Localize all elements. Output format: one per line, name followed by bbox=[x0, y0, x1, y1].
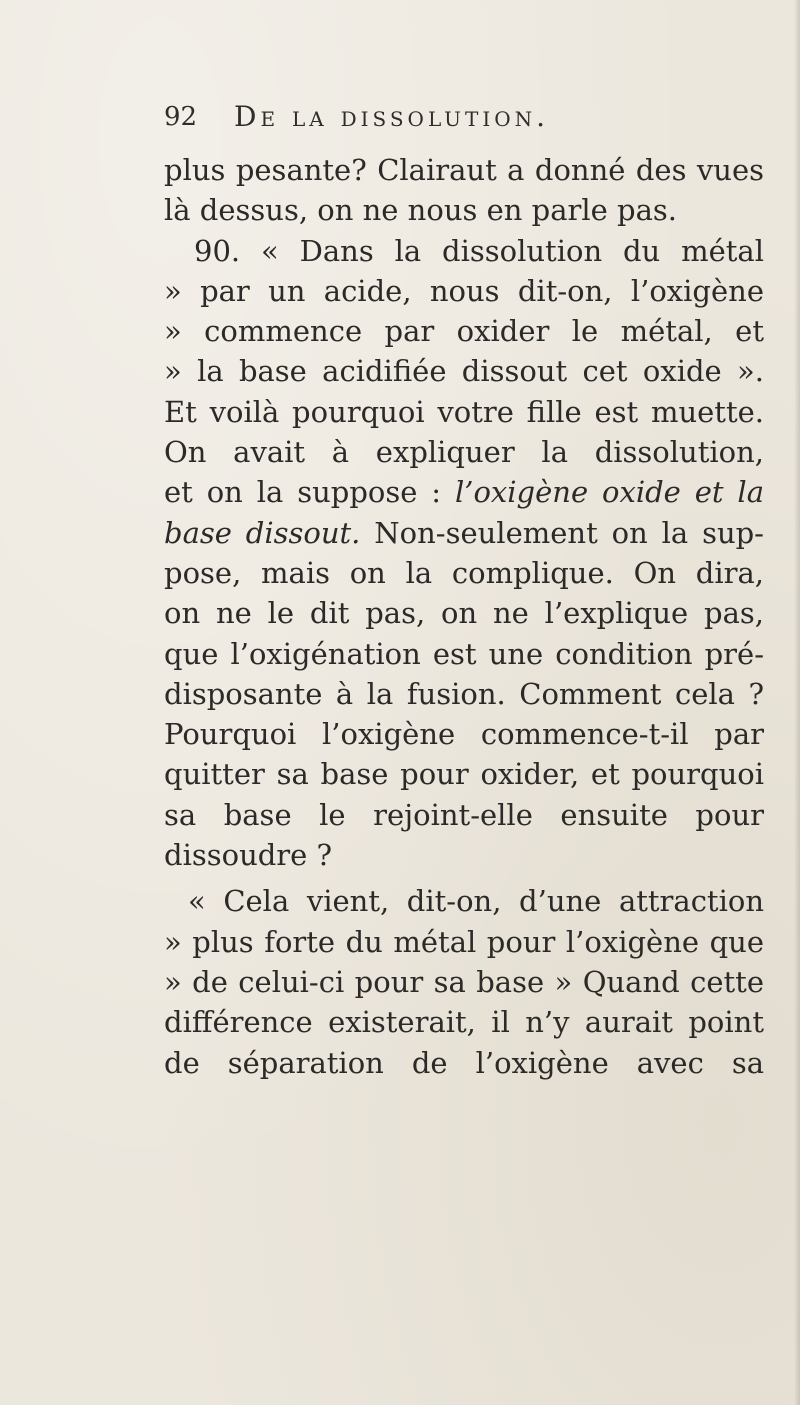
text-line: pose, mais on la complique. On dira, bbox=[164, 555, 764, 590]
text-line: Et voilà pourquoi votre fille est muette. bbox=[164, 394, 764, 429]
text-line: dissoudre ? bbox=[164, 838, 333, 873]
text-line: là dessus, on ne nous en parle pas. bbox=[164, 193, 677, 228]
text-line: sa base le rejoint-elle ensuite pour bbox=[164, 797, 764, 832]
text-line: plus pesante? Clairaut a donné des vues bbox=[164, 153, 764, 187]
page-header bbox=[164, 100, 724, 142]
text-line: 90. « Dans la dissolution du métal bbox=[194, 233, 764, 268]
text-line: » plus forte du métal pour l’oxigène que bbox=[164, 924, 764, 959]
page-number: 92 bbox=[164, 102, 198, 132]
text-run: Non-seulement on la sup- bbox=[360, 515, 764, 550]
running-head: De la dissolution. bbox=[234, 100, 550, 133]
text-line: On avait à expliquer la dissolution, bbox=[164, 435, 764, 470]
text-line-mixed bbox=[164, 472, 764, 512]
text-line: disposante à la fusion. Comment cela ? bbox=[164, 676, 764, 711]
text-line: » par un acide, nous dit-on, l’oxigène bbox=[164, 273, 764, 308]
italic-run: base dissout. bbox=[164, 515, 361, 550]
text-line: « Cela vient, dit-on, d’une attraction bbox=[188, 884, 764, 919]
text-line: » commence par oxider le métal, et bbox=[164, 314, 764, 349]
text-line: » de celui-ci pour sa base » Quand cette bbox=[164, 964, 764, 999]
text-line: que l’oxigénation est une condition pré- bbox=[164, 636, 764, 671]
text-line-mixed bbox=[164, 513, 764, 553]
text-line: quitter sa base pour oxider, et pourquoi bbox=[164, 757, 764, 792]
page-edge-shadow bbox=[794, 0, 800, 1405]
italic-run: l’oxigène oxide et la bbox=[454, 475, 765, 510]
text-line: différence existerait, il n’y aurait point bbox=[164, 1005, 764, 1040]
text-line: » la base acidifiée dissout cet oxide ». bbox=[164, 354, 764, 389]
text-line: on ne le dit pas, on ne l’explique pas, bbox=[164, 596, 764, 631]
text-line: de séparation de l’oxigène avec sa bbox=[164, 1045, 764, 1080]
body-text bbox=[164, 150, 764, 1083]
text-line: Pourquoi l’oxigène commence-t-il par bbox=[164, 717, 764, 752]
text-run: et on la suppose : bbox=[164, 475, 455, 510]
